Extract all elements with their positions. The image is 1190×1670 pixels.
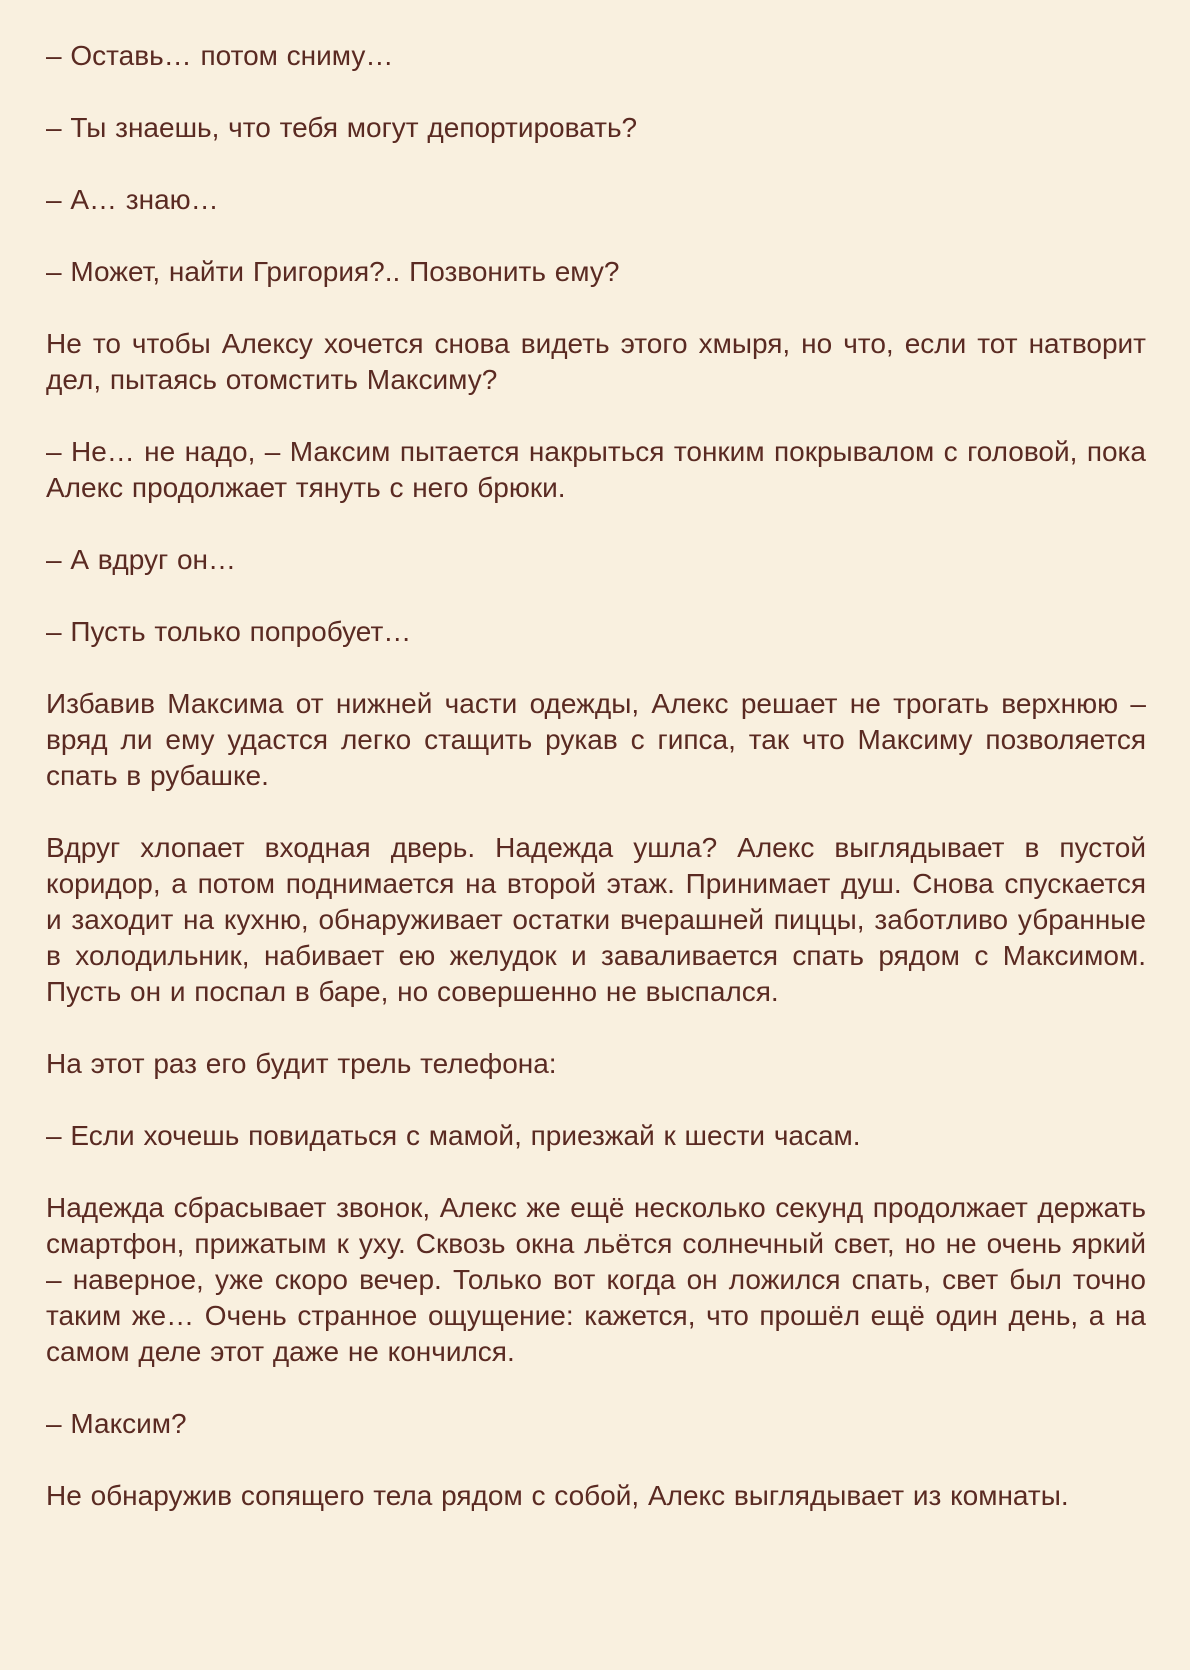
- paragraph-5: Не то чтобы Алексу хочется снова видеть этого хмыря, но что, если тот натворит дел, пытаясь отомстить Максиму?: [46, 328, 1146, 395]
- paragraph-7: – А вдруг он…: [46, 544, 236, 575]
- paragraph-15: Не обнаружив сопящего тела рядом с собой, Алекс выглядывает из комнаты.: [46, 1480, 1069, 1511]
- paragraph-3: – А… знаю…: [46, 184, 219, 215]
- paragraph-9: Избавив Максима от нижней части одежды, Алекс решает не трогать верхнюю – вряд ли ему удастся легко стащить рукав с гипса, так что Максиму позволяется спать в рубашке.: [46, 688, 1146, 791]
- paragraph-10: Вдруг хлопает входная дверь. Надежда ушла? Алекс выглядывает в пустой коридор, а потом поднимается на второй этаж. Принимает душ. Снова спускается и заходит на кухню, обнаруживает остатки вчерашней пиццы, заботливо убранные в холодильник, набивает ею желудок и заваливается спать рядом с Максимом. Пусть он и поспал в баре, но совершенно не выспался.: [46, 832, 1146, 1007]
- paragraph-8: – Пусть только попробует…: [46, 616, 412, 647]
- paragraph-12: – Если хочешь повидаться с мамой, приезжай к шести часам.: [46, 1120, 861, 1151]
- paragraph-1: – Оставь… потом сниму…: [46, 40, 394, 71]
- paragraph-2: – Ты знаешь, что тебя могут депортировать?: [46, 112, 638, 143]
- paragraph-14: – Максим?: [46, 1408, 187, 1439]
- paragraph-4: – Может, найти Григория?.. Позвонить ему?: [46, 256, 620, 287]
- paragraph-11: На этот раз его будит трель телефона:: [46, 1048, 557, 1079]
- paragraph-6: – Не… не надо, – Максим пытается накрыться тонким покрывалом с головой, пока Алекс продолжает тянуть с него брюки.: [46, 436, 1146, 503]
- paragraph-13: Надежда сбрасывает звонок, Алекс же ещё несколько секунд продолжает держать смартфон, прижатым к уху. Сквозь окна льётся солнечный свет, но не очень яркий – наверное, уже скоро вечер. Только вот когда он ложился спать, свет был точно таким же… Очень странное ощущение: кажется, что прошёл ещё один день, а на самом деле этот даже не кончился.: [46, 1192, 1146, 1367]
